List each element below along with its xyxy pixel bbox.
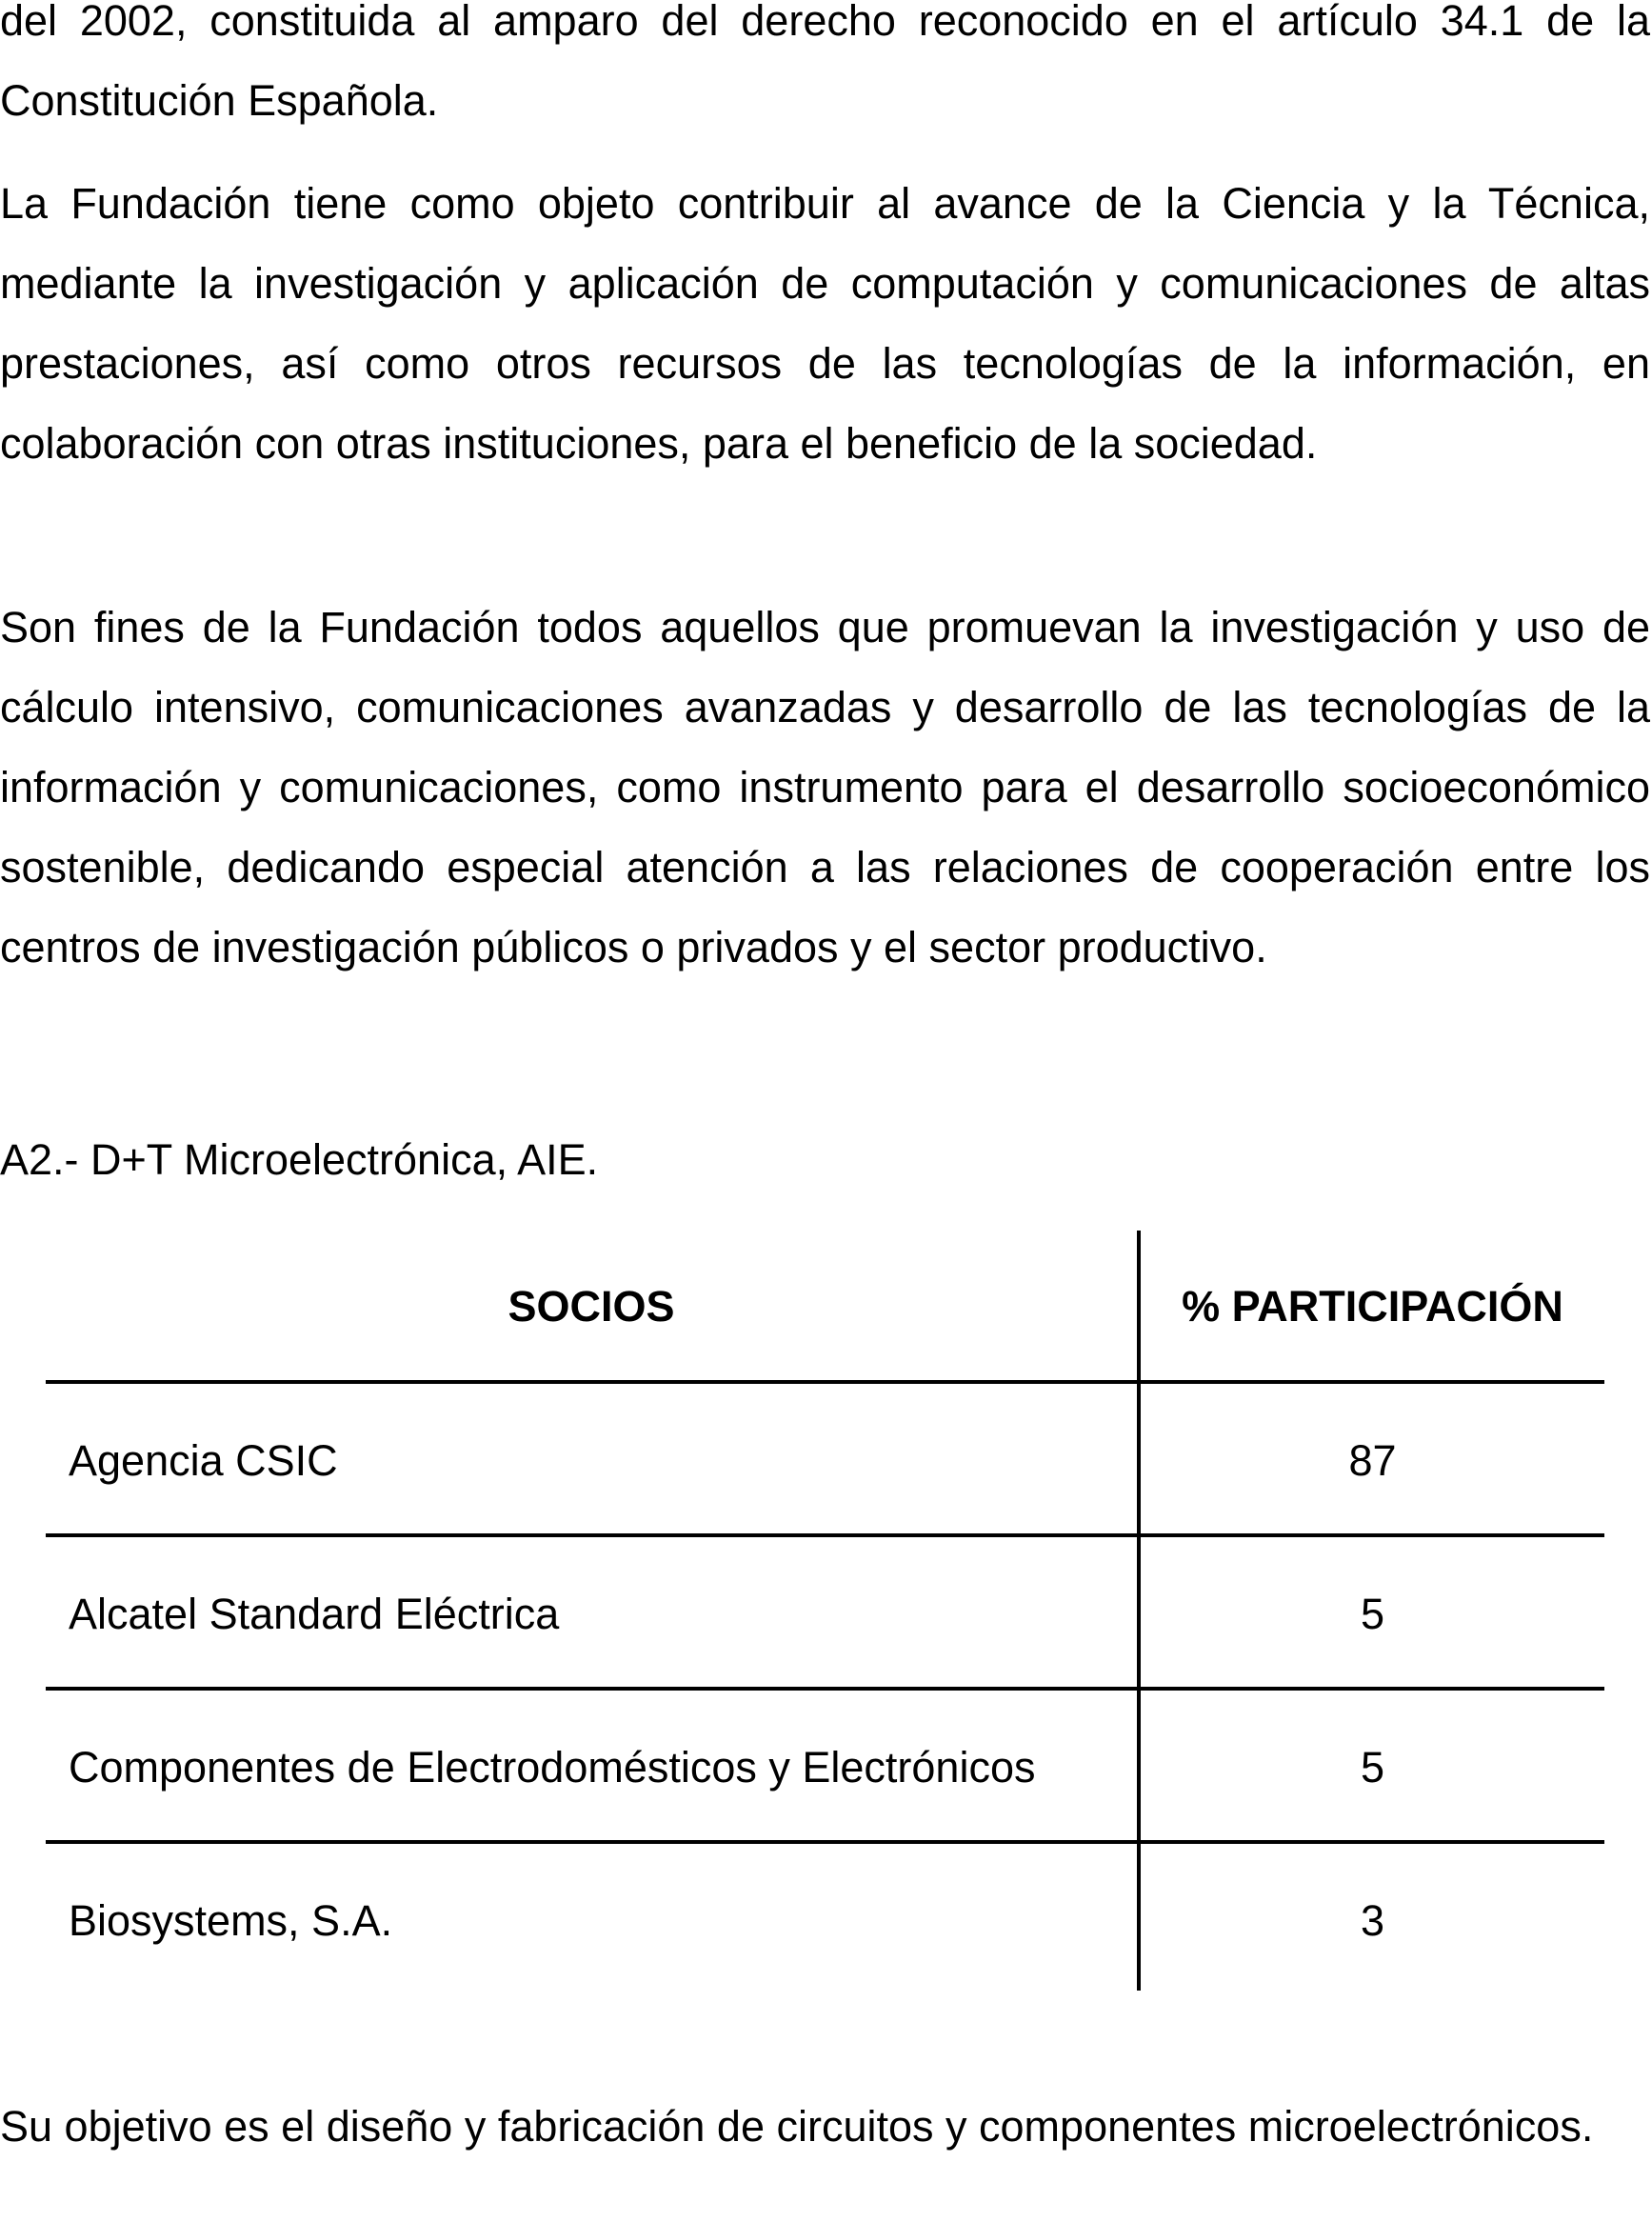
table-cell-participacion: 87: [1348, 1436, 1397, 1485]
table-cell-socio: Alcatel Standard Eléctrica: [69, 1590, 560, 1638]
table-header-participacion: % PARTICIPACIÓN: [1182, 1282, 1563, 1331]
paragraph-foundation-object: La Fundación tiene como objeto contribuir al avance de la Ciencia y la Técnica, mediante la investigación y aplicación de computación y comunicaciones de altas prestaciones, así como otros recursos de las tecnologías de la información, en colaboración con otras instituciones, para el beneficio de la sociedad.: [0, 179, 1650, 468]
table-cell-participacion: 3: [1360, 1896, 1385, 1945]
table-row-divider: [46, 1840, 1604, 1844]
section-heading-a2: A2.- D+T Microelectrónica, AIE.: [0, 1135, 599, 1184]
table-cell-participacion: 5: [1360, 1590, 1385, 1638]
paragraph-foundation-aims: Son fines de la Fundación todos aquellos que promuevan la investigación y uso de cálculo intensivo, comunicaciones avanzadas y desarrollo de las tecnologías de la información y comunicaciones, como instrumento para el desarrollo socioeconómico sostenible, dedicando especial atención a las relaciones de cooperación entre los centros de investigación públicos o privados y el sector productivo.: [0, 603, 1650, 971]
paragraph-objective: Su objetivo es el diseño y fabricación de circuitos y componentes microelectrónicos.: [0, 2102, 1594, 2151]
table-row-divider: [46, 1687, 1604, 1691]
paragraph-constitution: del 2002, constituida al amparo del derecho reconocido en el artículo 34.1 de la Constitución Española.: [0, 0, 1650, 125]
table-cell-socio: Agencia CSIC: [69, 1436, 338, 1485]
table-cell-socio: Biosystems, S.A.: [69, 1896, 393, 1945]
partners-table: [46, 1231, 1604, 1991]
table-row-divider: [46, 1380, 1604, 1384]
table-cell-participacion: 5: [1360, 1743, 1385, 1792]
table-header-socios: SOCIOS: [508, 1282, 675, 1331]
table-cell-socio: Componentes de Electrodomésticos y Electrónicos: [69, 1743, 1036, 1792]
table-row-divider: [46, 1533, 1604, 1537]
